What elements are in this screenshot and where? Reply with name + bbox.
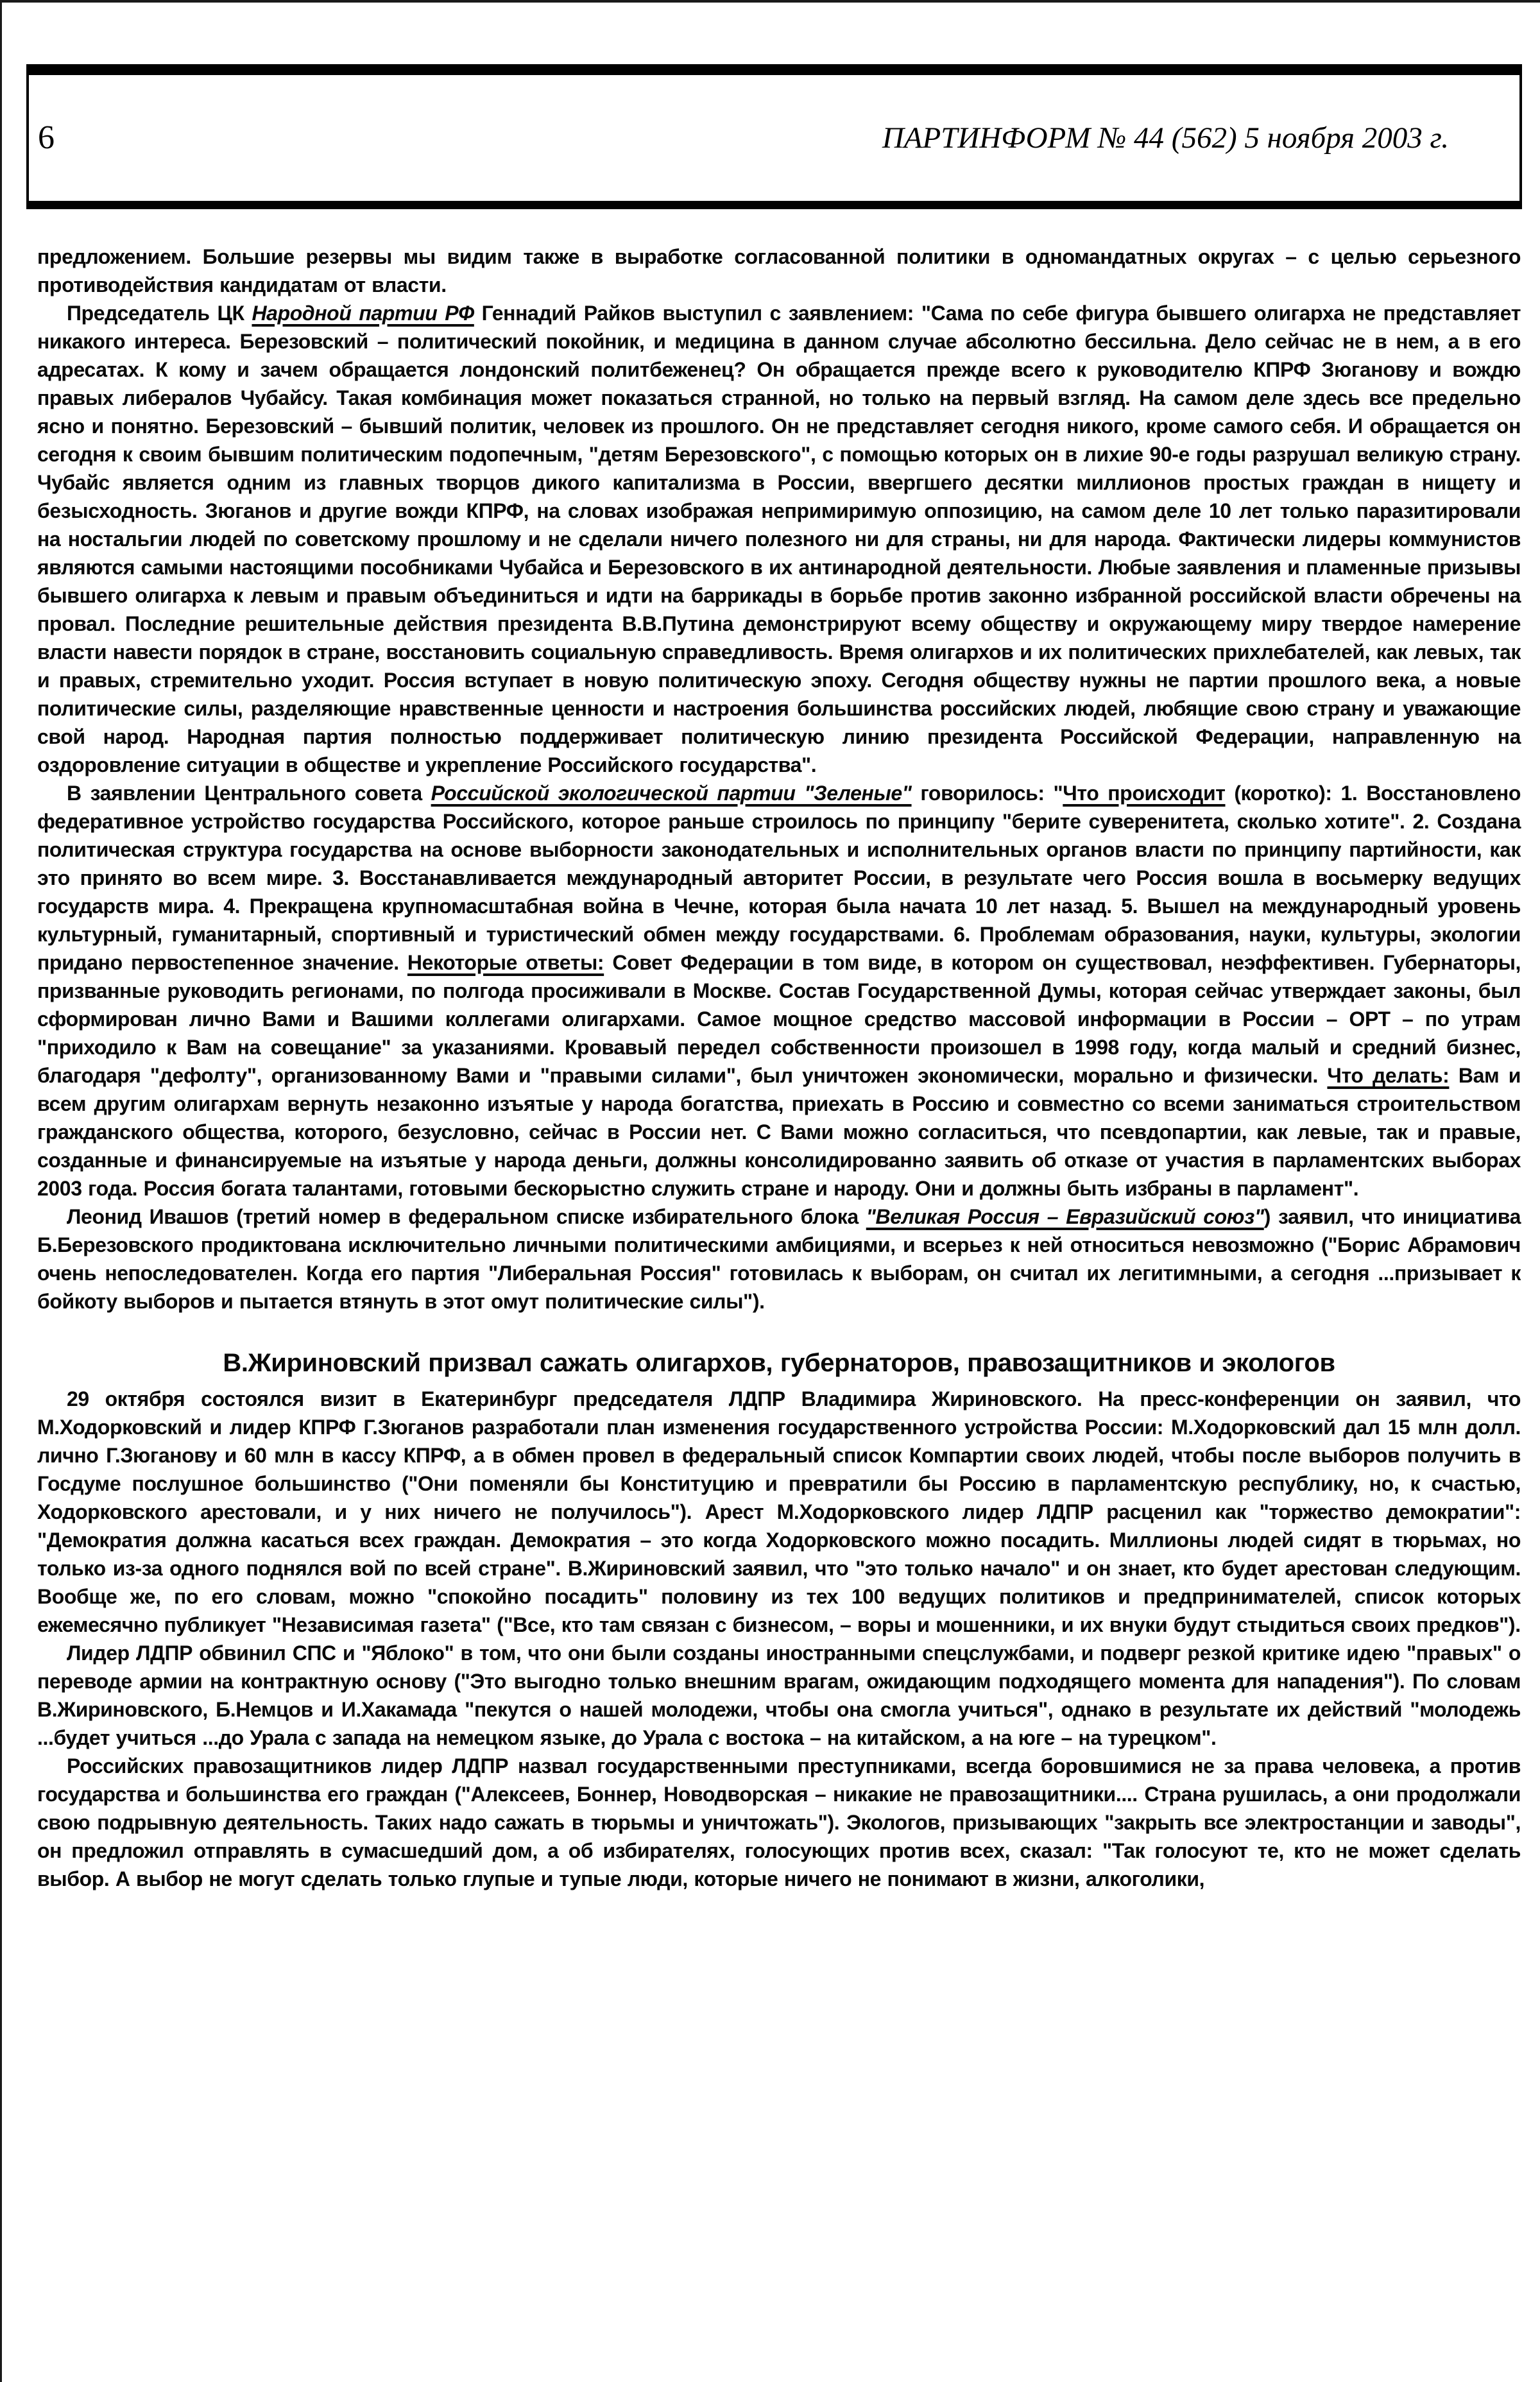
paragraph-rights-activists: [37, 1752, 1521, 1893]
paragraph-greens-statement: [37, 779, 1521, 1203]
section-heading-zhirinovsky: В.Жириновский призвал сажать олигархов, губернаторов, правозащитников и экологов: [223, 1349, 1335, 1377]
text-run: Совет Федерации в том виде, в котором он существовал, неэффективен. Губернаторы, призванные руководить регионами, по полгода просиживали в Москве. Состав Государственной Думы, которая сейчас утверждает законы, был сформирован лично Вами и Вашими коллегами олигархами. Самое мощное средство массовой информации в России – ОРТ – по утрам "приходило к Вам на совещание" за указаниями. Кровавый передел собственности произошел в 1998 году, когда малый и средний бизнес, благодаря "дефолту", организованному Вами и "правыми силами", был уничтожен экономически, морально и физически.: [37, 951, 1521, 1087]
article-body: [37, 243, 1521, 1893]
party-name-greens: Российской экологической партии "Зеленые": [431, 782, 912, 805]
text-run: В заявлении Центрального совета: [67, 782, 431, 805]
text-run: Председатель ЦК: [67, 302, 252, 325]
underlined-phrase-what-happens: Что происходит: [1063, 782, 1226, 805]
text-run: предложением. Большие резервы мы видим также в выработке согласованной политики в одномандатных округах – с целью серьезного противодействия кандидатам от власти.: [37, 245, 1521, 296]
paragraph-continuation: [37, 243, 1521, 299]
paragraph-ivashov-statement: [37, 1203, 1521, 1315]
page-header: [26, 64, 1522, 209]
paragraph-sps-yabloko: [37, 1639, 1521, 1752]
text-run: Российских правозащитников лидер ЛДПР назвал государственными преступниками, всегда боровшимися не за права человека, а против государства и большинства его граждан ("Алексеев, Боннер, Новодворская – никакие не правозащитники.... Страна рушилась, а они продолжали свою подрывную деятельность. Таких надо сажать в тюрьмы и уничтожать"). Экологов, призывающих "закрыть все электростанции и заводы", он предложил отправлять в сумасшедший дом, а об избирателях, голосующих против всех, сказал: "Так голосуют те, кто не может сделать выбор. А выбор не могут сделать только глупые и тупые люди, которые ничего не понимают в жизни, алкоголики,: [37, 1754, 1521, 1890]
paragraph-zhirinovsky-visit: [37, 1385, 1521, 1639]
masthead-title: ПАРТИНФОРМ № 44 (562) 5 ноября 2003 г.: [882, 121, 1449, 155]
underlined-phrase-what-to-do: Что делать:: [1327, 1064, 1450, 1087]
paragraph-raykov-statement: [37, 299, 1521, 779]
text-run: Лидер ЛДПР обвинил СПС и "Яблоко" в том, что они были созданы иностранными спецслужбами, и подверг резкой критике идею "правых" о переводе армии на контрактную основу ("Это выгодно только внешним врагам, ожидающим подходящего момента для нападения"). По словам В.Жириновского, Б.Немцов и И.Хакамада "пекутся о нашей молодежи, чтобы она смогла учиться", однако в результате их действий "молодежь ...будет учиться ...до Урала с запада на немецком языке, до Урала с востока – на китайском, а на юге – на турецком".: [37, 1641, 1521, 1749]
text-run: 29 октября состоялся визит в Екатеринбург председателя ЛДПР Владимира Жириновского. На пресс-конференции он заявил, что М.Ходорковский и лидер КПРФ Г.Зюганов разработали план изменения государственного устройства России: М.Ходорковский дал 15 млн долл. лично Г.Зюганову и 60 млн в кассу КПРФ, а в обмен провел в федеральный список Компартии своих людей, чтобы после выборов получить в Госдуме послушное большинство ("Они поменяли бы Конституцию и превратили бы Россию в парламентскую республику, но, к счастью, Ходорковского арестовали, и у них ничего не получилось"). Арест М.Ходорковского лидер ЛДПР расценил как "торжество демократии": "Демократия должна касаться всех граждан. Демократия – это когда Ходорковского можно посадить. Миллионы людей сидят в тюрьмах, но только из-за одного поднялся вой по всей стране". В.Жириновский заявил, что "это только начало" и он знает, кто будет арестован следующим. Вообще же, по его словам, можно "спокойно посадить" половину из тех 100 ведущих политиков и предпринимателей, список которых ежемесячно публикует "Независимая газета" ("Все, кто там связан с бизнесом, – воры и мошенники, и их внуки будут стыдиться своих предков").: [37, 1387, 1521, 1636]
party-name-narodnaya-partiya: Народной партии РФ: [252, 302, 474, 325]
text-run: говорилось: ": [911, 782, 1063, 805]
text-run: Вам и всем другим олигархам вернуть незаконно изъятые у народа богатства, приехать в Россию и совместно со всеми заниматься строительством гражданского общества, которого, безусловно, сейчас в России нет. С Вами можно согласиться, что псевдопартии, как левые, так и правые, созданные и финансируемые на изъятые у народа деньги, должны консолидированно заявить об отказе от участия в парламентских выборах 2003 года. Россия богата талантами, готовыми бескорыстно служить стране и народу. Они и должны быть избраны в парламент".: [37, 1064, 1521, 1200]
text-run: ) заявил, что инициатива Б.Березовского продиктована исключительно личными политическими амбициями, и всерьез к ней относиться невозможно ("Борис Абрамович очень непоследователен. Когда его партия "Либеральная Россия" готовилась к выборам, он считал их легитимными, а сегодня ...призывает к бойкоту выборов и пытается втянуть в этот омут политические силы").: [37, 1205, 1521, 1313]
text-run: Леонид Ивашов (третий номер в федеральном списке избирательного блока: [67, 1205, 866, 1228]
text-run: Геннадий Райков выступил с заявлением: "Сама по себе фигура бывшего олигарха не представляет никакого интереса. Березовский – политический покойник, и медицина в данном случае абсолютно бессильна. Дело сейчас не в нем, а в его адресатах. К кому и зачем обращается лондонский политбеженец? Он обращается прежде всего к руководителю КПРФ Зюганову и вождю правых либералов Чубайсу. Такая комбинация может показаться странной, но только на первый взгляд. На самом деле здесь все предельно ясно и понятно. Березовский – бывший политик, человек из прошлого. Он не представляет сегодня никого, кроме самого себя. И обращается он сегодня к своим бывшим политическим подопечным, "детям Березовского", с помощью которых он в лихие 90-е годы разрушал великую страну. Чубайс является одним из главных творцов дикого капитализма в России, ввергшего десятки миллионов простых граждан в нищету и безысходность. Зюганов и другие вожди КПРФ, на словах изображая непримиримую оппозицию, на самом деле 10 лет только паразитировали на ностальгии людей по советскому прошлому и не сделали ничего полезного ни для страны, ни для народа. Фактически лидеры коммунистов являются самыми настоящими пособниками Чубайса и Березовского в их антинародной деятельности. Любые заявления и пламенные призывы бывшего олигарха к левым и правым объединиться и идти на баррикады в борьбе против законно избранной российской власти обречены на провал. Последние решительные действия президента В.В.Путина демонстрируют всему обществу и окружающему миру твердое намерение власти навести порядок в стране, восстановить социальную справедливость. Время олигархов и их политических прихлебателей, как левых, так и правых, стремительно уходит. Россия вступает в новую политическую эпоху. Сегодня обществу нужны не партии прошлого века, а новые политические силы, разделяющие нравственные ценности и настроения большинства российских людей, любящие свою страну и уважающие свой народ. Народная партия полностью поддерживает политическую линию президента Российской Федерации, направленную на оздоровление ситуации в обществе и укрепление Российского государства".: [37, 302, 1521, 776]
underlined-phrase-some-answers: Некоторые ответы:: [407, 951, 604, 974]
bloc-name-velikaya-rossiya: "Великая Россия – Евразийский союз": [866, 1205, 1264, 1228]
page-number: 6: [38, 119, 55, 156]
text-run: (коротко): 1. Восстановлено федеративное устройство государства Российского, которое раньше строилось по принципу "берите суверенитета, сколько хотите". 2. Создана политическая структура государства на основе выборности законодательных и исполнительных органов власти по принципу партийности, как это принято во всем мире. 3. Восстанавливается международный авторитет России, в результате чего Россия вошла в восьмерку ведущих государств мира. 4. Прекращена крупномасштабная война в Чечне, которая была начата 10 лет назад. 5. Вышел на международный уровень культурный, гуманитарный, спортивный и туристический обмен между государствами. 6. Проблемам образования, науки, культуры, экологии придано первостепенное значение.: [37, 782, 1521, 974]
